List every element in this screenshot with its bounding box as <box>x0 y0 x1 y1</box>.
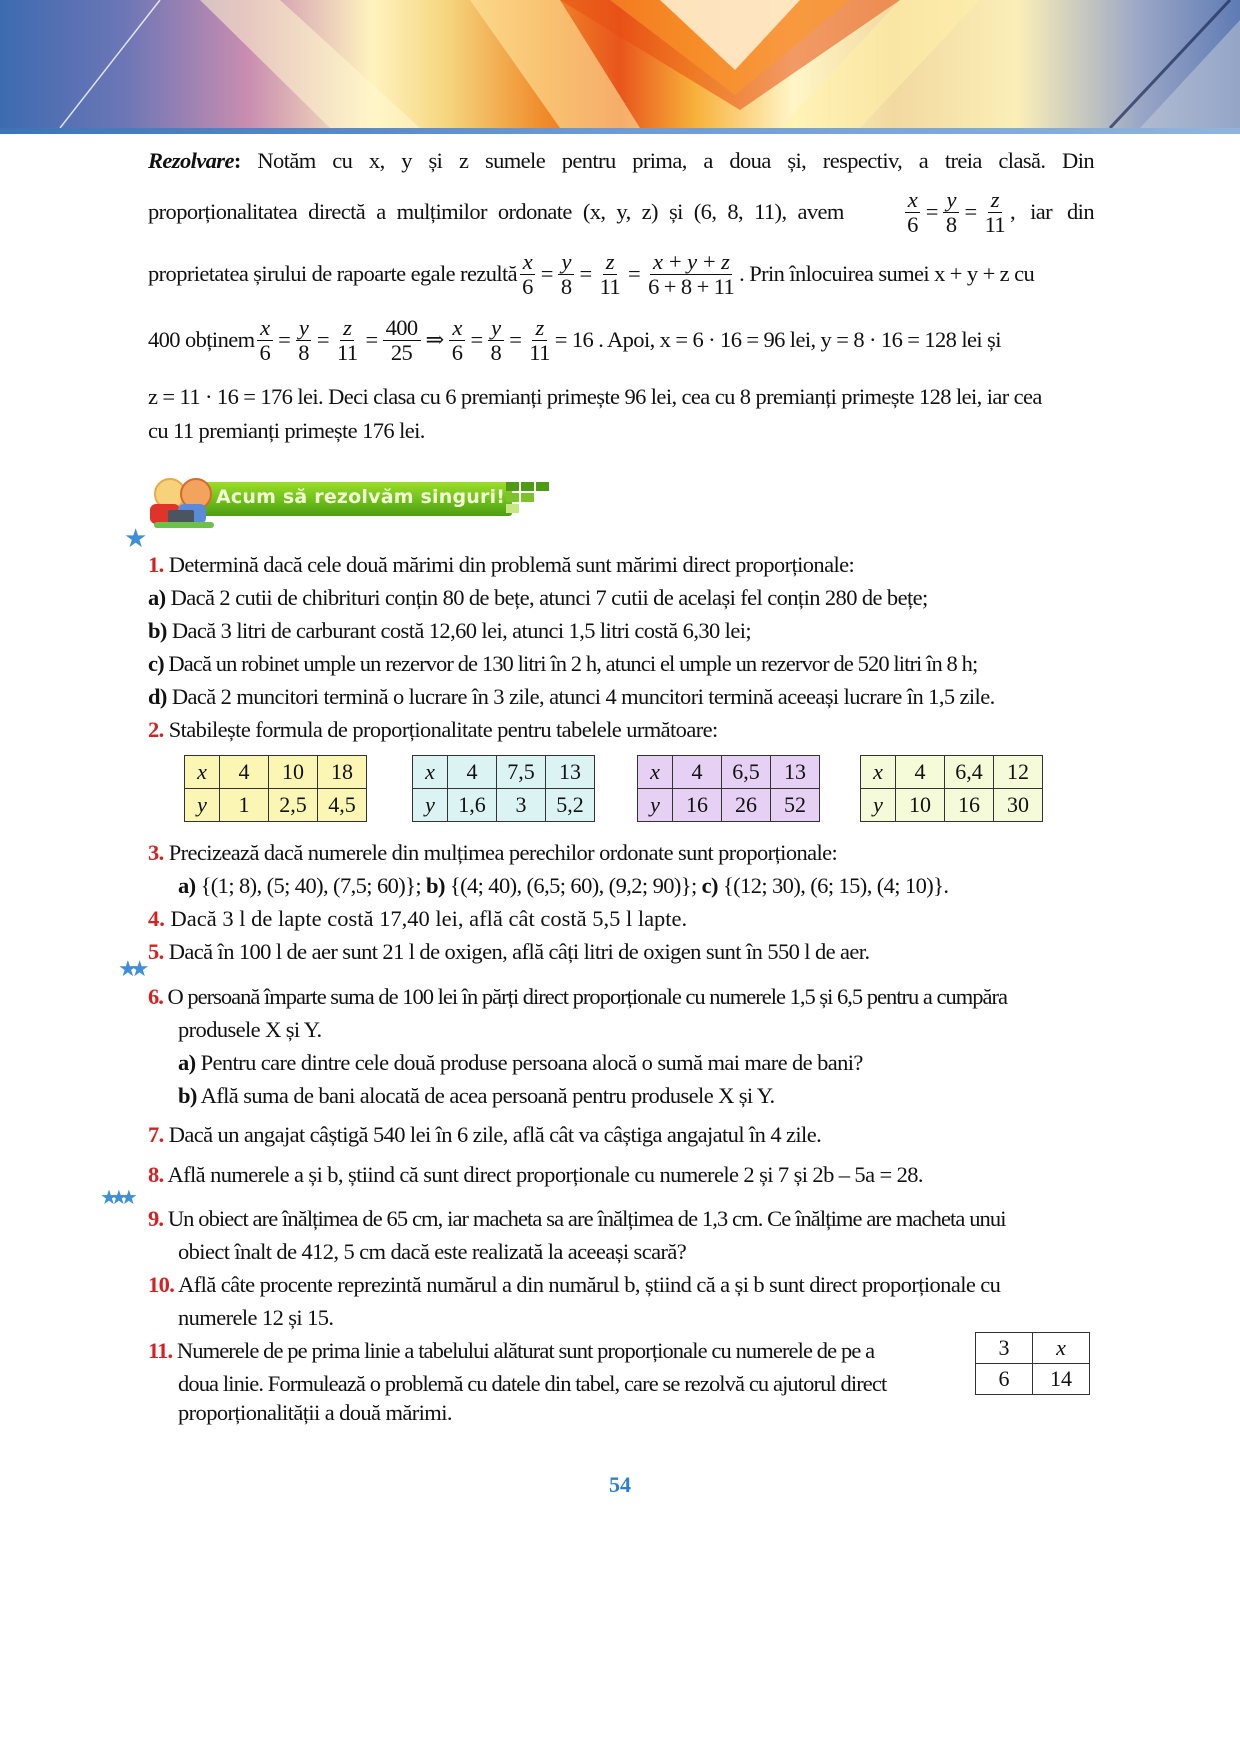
solution-line-3: proprietatea șirului de rapoarte egale rezultă $\frac{x}{6}$ = $\frac{y}{8}$ = $\frac{z}{11}$ = $\frac{x + y + z}{6 + 8 + 11}$ . Prin înlocuirea sumei x + y + z cu <box>148 249 1035 299</box>
table-cell: 13 <box>771 756 820 789</box>
page-number: 54 <box>609 1472 631 1497</box>
table-cell: 16 <box>673 789 722 822</box>
table-cell: 4 <box>673 756 722 789</box>
exercise-number: 9. <box>148 1206 164 1231</box>
section-banner-title: Acum să rezolvăm singuri! <box>216 486 506 508</box>
fraction-sum: $\frac{x + y + z}{6 + 8 + 11}$ <box>648 249 735 299</box>
solution-line-4: 400 obținem $\frac{x}{6}$ = $\frac{y}{8}$ = $\frac{z}{11}$ = $\frac{400}{25}$ ⇒ $\frac{x}{6}$ = $\frac{y}{8}$ = $\frac{z}{11}$ = 16 . Apoi, x = 6 · 16 = 96 lei, y = 8 · 16 = 128 lei și <box>148 315 1001 365</box>
table-cell: 4 <box>220 756 269 789</box>
table-cell: 52 <box>771 789 820 822</box>
exercise-1-d <box>148 684 1094 710</box>
table-row <box>413 789 595 822</box>
exercise-text: Dacă în 100 l de aer sunt 21 l de oxigen, află câți litri de oxigen sunt în 550 l de aer. <box>168 939 870 964</box>
exercise-6 <box>148 984 1094 1010</box>
exercise-number: 8. <box>148 1162 164 1187</box>
solution-text-1: Notăm cu x, y și z sumele pentru prima, a doua și, respectiv, a treia clasă. Din <box>257 148 1094 173</box>
table-row <box>976 1364 1090 1395</box>
fraction-z-11: $\frac{z}{11}$ <box>529 315 550 365</box>
exercise-11-table <box>975 1332 1090 1395</box>
fraction-x-6: $\frac{x}{6}$ <box>449 316 466 364</box>
table-variable-cell: y <box>185 789 220 822</box>
solution-text-3b: . Prin înlocuirea sumei x + y + z cu <box>739 261 1035 287</box>
fraction-x-6: $\frac{x}{6}$ <box>904 188 921 236</box>
item-text: Dacă 3 litri de carburant costă 12,60 lei, atunci 1,5 litri costă 6,30 lei; <box>171 618 752 643</box>
exercise-6-cont: produsele X și Y. <box>178 1017 322 1042</box>
exercise-7 <box>148 1122 1094 1148</box>
item-label: c) <box>148 651 164 676</box>
table-row <box>861 789 1043 822</box>
item-label: c) <box>701 873 718 898</box>
item-text: {(12; 30), (6; 15), (4; 10)}. <box>722 873 949 898</box>
exercise-3 <box>148 840 1094 866</box>
exercise-11-cont-2: proporționalității a două mărimi. <box>178 1400 452 1425</box>
item-label: a) <box>178 873 196 898</box>
item-label: b) <box>178 1083 197 1108</box>
difficulty-three-stars-icon: ★★★ <box>100 1187 130 1209</box>
table-cell: 18 <box>318 756 367 789</box>
table-cell: 4,5 <box>318 789 367 822</box>
difficulty-one-star-icon: ★ <box>124 524 140 553</box>
solution-line-6: cu 11 premianți primește 176 lei. <box>148 418 425 443</box>
solution-line-1: Rezolvare: Notăm cu x, y și z sumele pentru prima, a doua și, respectiv, a treia clasă. Din <box>148 148 1094 173</box>
fraction-y-8: $\frac{y}{8}$ <box>488 316 505 364</box>
exercise-number: 10. <box>148 1272 175 1297</box>
fraction-x-6: $\frac{x}{6}$ <box>519 250 536 298</box>
item-text: Dacă un robinet umple un rezervor de 130 litri în 2 h, atunci el umple un rezervor de 520 litri în 8 h; <box>168 651 978 676</box>
table-variable-cell: x <box>185 756 220 789</box>
exercise-1-a <box>148 585 1094 611</box>
solution-text-4b: = 16 . Apoi, x = 6 · 16 = 96 lei, y = 8 · 16 = 128 lei și <box>554 327 1001 353</box>
table-variable-cell: y <box>413 789 448 822</box>
table-cell: 13 <box>546 756 595 789</box>
item-text: Pentru care dintre cele două produse persoana alocă o sumă mai mare de bani? <box>200 1050 863 1075</box>
exercise-1-c <box>148 651 1094 677</box>
exercise-9-cont: obiect înalt de 412, 5 cm dacă este realizată la aceeași scară? <box>178 1239 687 1264</box>
table-variable-cell: y <box>861 789 896 822</box>
item-text: Dacă 2 muncitori termină o lucrare în 3 zile, atunci 4 muncitori termină aceeași lucrare în 1,5 zile. <box>171 684 995 709</box>
difficulty-two-stars-icon: ★★ <box>118 956 142 981</box>
table-row <box>861 756 1043 789</box>
header-strip <box>0 128 1240 134</box>
exercise-11-cont-1: doua linie. Formulează o problemă cu datele din tabel, care se rezolvă cu ajutorul direct <box>178 1371 887 1396</box>
table-row <box>976 1333 1090 1364</box>
exercise-text: Un obiect are înălțimea de 65 cm, iar macheta sa are înălțimea de 1,3 cm. Ce înălțime are macheta unui <box>167 1206 1006 1231</box>
table-cell: 6,5 <box>722 756 771 789</box>
table-row <box>413 756 595 789</box>
staircase-graphic <box>0 0 1240 128</box>
proportion-table-3 <box>637 755 820 822</box>
exercise-2 <box>148 717 1094 743</box>
item-label: b) <box>148 618 167 643</box>
exercise-6-b <box>178 1083 1124 1109</box>
exercise-10 <box>148 1272 1094 1298</box>
exercise-5 <box>148 939 1094 965</box>
table-row <box>185 756 367 789</box>
table-cell: x <box>1033 1333 1090 1364</box>
table-cell: 5,2 <box>546 789 595 822</box>
item-text: {(1; 8), (5; 40), (7,5; 60)}; <box>200 873 421 898</box>
table-cell: 30 <box>994 789 1043 822</box>
table-cell: 1 <box>220 789 269 822</box>
table-variable-cell: x <box>413 756 448 789</box>
exercise-text: Numerele de pe prima linie a tabelului alăturat sunt proporționale cu numerele de pe a <box>176 1338 875 1363</box>
exercise-number: 6. <box>148 984 163 1009</box>
header-banner-image <box>0 0 1240 128</box>
exercise-text: Precizează dacă numerele din mulțimea perechilor ordonate sunt proporționale: <box>168 840 838 865</box>
exercise-1 <box>148 552 1094 578</box>
exercise-text: Stabilește formula de proporționalitate pentru tabelele următoare: <box>168 717 718 742</box>
table-cell: 14 <box>1033 1364 1090 1395</box>
table-cell: 10 <box>269 756 318 789</box>
section-banner <box>150 474 550 530</box>
table-cell: 10 <box>896 789 945 822</box>
solution-text-3: proprietatea șirului de rapoarte egale rezultă <box>148 261 518 287</box>
exercise-4 <box>148 906 1094 932</box>
exercise-10-cont: numerele 12 și 15. <box>178 1305 334 1330</box>
exercise-6-a <box>178 1050 1124 1076</box>
fraction-400-25: $\frac{400}{25}$ <box>383 316 421 364</box>
table-cell: 3 <box>497 789 546 822</box>
exercise-text: O persoană împarte suma de 100 lei în părți direct proporționale cu numerele 1,5 și 6,5 pentru a cumpăra <box>167 984 1007 1009</box>
item-label: b) <box>426 873 445 898</box>
table-variable-cell: y <box>638 789 673 822</box>
table-cell: 4 <box>448 756 497 789</box>
exercise-8 <box>148 1162 1094 1188</box>
table-cell: 7,5 <box>497 756 546 789</box>
solution-text-2b: , iar din <box>1010 199 1094 225</box>
fraction-y-8: $\frac{y}{8}$ <box>295 316 312 364</box>
exercise-11 <box>148 1338 968 1364</box>
table-row <box>638 789 820 822</box>
solution-label: Rezolvare <box>148 148 234 173</box>
fraction-z-11: $\frac{z}{11}$ <box>984 187 1006 237</box>
item-text: Află suma de bani alocată de acea persoană pentru produsele X și Y. <box>200 1083 775 1108</box>
exercise-number: 4. <box>148 906 165 931</box>
fraction-z-11: $\frac{z}{11}$ <box>599 249 621 299</box>
exercise-1-b <box>148 618 1094 644</box>
exercise-text: Află numerele a și b, știind că sunt direct proporționale cu numerele 2 și 7 și 2b – 5a = 28. <box>167 1162 923 1187</box>
exercise-number: 3. <box>148 840 164 865</box>
exercise-text: Dacă 3 l de lapte costă 17,40 lei, află cât costă 5,5 l lapte. <box>170 906 688 931</box>
solution-text-4: 400 obținem <box>148 327 255 353</box>
exercise-number: 2. <box>148 717 164 742</box>
table-variable-cell: x <box>638 756 673 789</box>
proportion-table-1 <box>184 755 367 822</box>
solution-line-2: proporționalitatea directă a mulțimilor ordonate (x, y, z) și (6, 8, 11), avem $\frac{x}{6}$ = $\frac{y}{8}$ = $\frac{z}{11}$ , iar din <box>148 187 1094 237</box>
exercise-text: Determină dacă cele două mărimi din problemă sunt mărimi direct proporționale: <box>168 552 855 577</box>
item-label: a) <box>148 585 166 610</box>
fraction-y-8: $\frac{y}{8}$ <box>943 188 960 236</box>
exercise-text: Dacă un angajat câștigă 540 lei în 6 zile, află cât va câștiga angajatul în 4 zile. <box>168 1122 822 1147</box>
exercise-3-items <box>178 873 1124 899</box>
table-row <box>185 789 367 822</box>
item-label: a) <box>178 1050 196 1075</box>
table-cell: 26 <box>722 789 771 822</box>
fraction-z-11: $\frac{z}{11}$ <box>337 315 358 365</box>
exercise-text: Află câte procente reprezintă numărul a din numărul b, știind că a și b sunt direct proporționale cu <box>178 1272 1001 1297</box>
table-row <box>638 756 820 789</box>
table-cell: 2,5 <box>269 789 318 822</box>
exercise-number: 7. <box>148 1122 164 1147</box>
proportion-table-4 <box>860 755 1043 822</box>
table-cell: 12 <box>994 756 1043 789</box>
item-text: Dacă 2 cutii de chibrituri conțin 80 de bețe, atunci 7 cutii de același fel conțin 280 de bețe; <box>170 585 928 610</box>
item-label: d) <box>148 684 167 709</box>
table-cell: 3 <box>976 1333 1033 1364</box>
exercise-number: 5. <box>148 939 164 964</box>
table-cell: 16 <box>945 789 994 822</box>
fraction-y-8: $\frac{y}{8}$ <box>558 250 575 298</box>
fraction-x-6: $\frac{x}{6}$ <box>257 316 274 364</box>
exercise-number: 11. <box>148 1338 173 1363</box>
item-text: {(4; 40), (6,5; 60), (9,2; 90)}; <box>449 873 697 898</box>
solution-text-2: proporționalitatea directă a mulțimilor ordonate (x, y, z) și (6, 8, 11), avem <box>148 199 844 225</box>
table-variable-cell: x <box>861 756 896 789</box>
table-cell: 6 <box>976 1364 1033 1395</box>
exercise-9 <box>148 1206 1094 1232</box>
solution-line-5: z = 11 · 16 = 176 lei. Deci clasa cu 6 premianți primește 96 lei, cea cu 8 premianți primește 128 lei, iar cea <box>148 384 1042 409</box>
table-cell: 1,6 <box>448 789 497 822</box>
proportion-table-2 <box>412 755 595 822</box>
exercise-number: 1. <box>148 552 164 577</box>
table-cell: 6,4 <box>945 756 994 789</box>
table-cell: 4 <box>896 756 945 789</box>
